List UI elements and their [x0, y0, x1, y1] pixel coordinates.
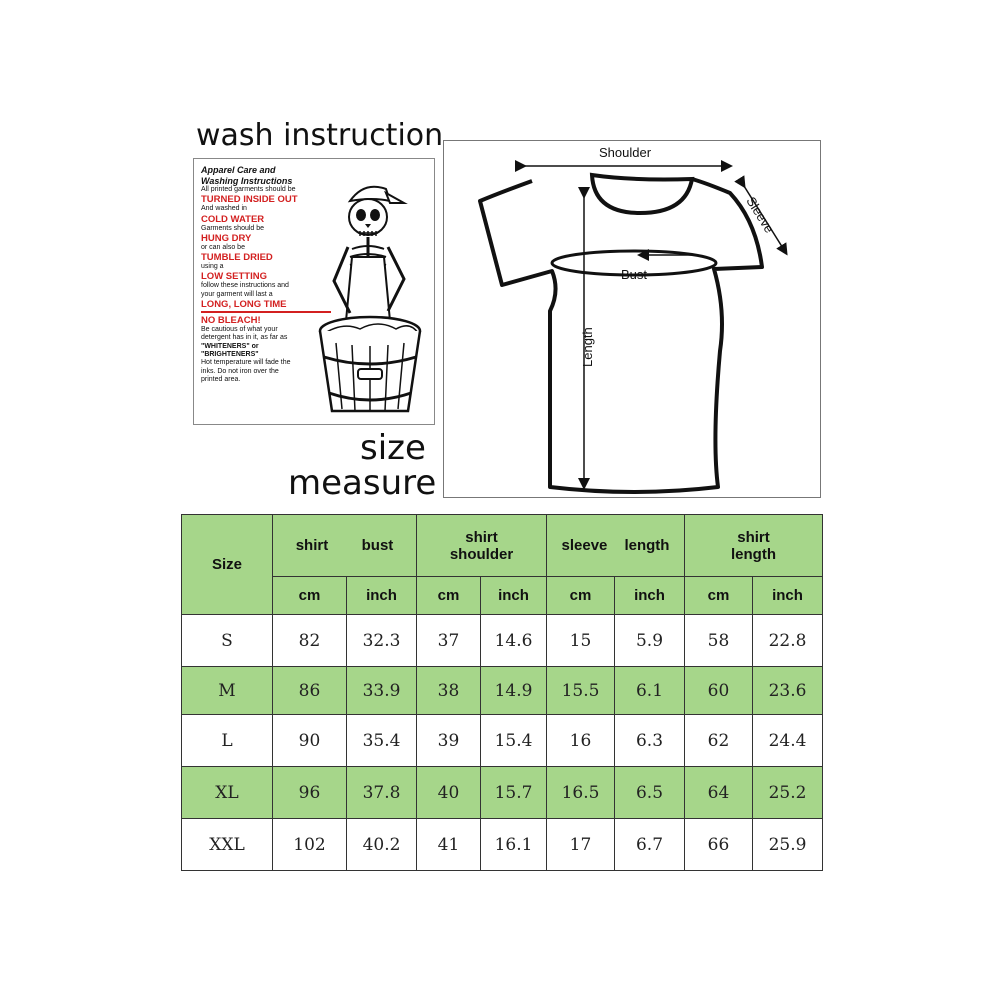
value-cell: 6.1 — [615, 667, 685, 715]
bust-label: Bust — [621, 267, 648, 282]
care-label-line: using a — [201, 263, 224, 271]
size-cell: S — [182, 615, 273, 667]
value-cell: 37.8 — [347, 767, 417, 819]
care-label-line: follow these instructions and — [201, 282, 289, 290]
value-cell: 14.9 — [481, 667, 547, 715]
table-row — [182, 767, 823, 819]
value-cell: 23.6 — [753, 667, 823, 715]
unit-header: inch — [615, 577, 685, 615]
value-cell: 40.2 — [347, 819, 417, 871]
sleeve-group-header-right: length — [624, 537, 670, 554]
length-group-header — [685, 515, 823, 577]
care-label-line: NO BLEACH! — [201, 315, 261, 327]
value-cell: 25.9 — [753, 819, 823, 871]
value-cell: 96 — [273, 767, 347, 819]
wash-instruction-heading: wash instruction — [196, 118, 444, 153]
value-cell: 33.9 — [347, 667, 417, 715]
value-cell: 25.2 — [753, 767, 823, 819]
size-diagram — [443, 140, 821, 498]
length-group-header-line2: length — [731, 545, 776, 563]
size-cell: M — [182, 667, 273, 715]
value-cell: 15.4 — [481, 715, 547, 767]
value-cell: 64 — [685, 767, 753, 819]
size-measure-heading-line1: size — [360, 428, 426, 468]
value-cell: 15.5 — [547, 667, 615, 715]
care-label-line: your garment will last a — [201, 290, 273, 298]
skeleton-washing-illustration — [312, 171, 430, 421]
size-cell: XXL — [182, 819, 273, 871]
size-chart-table — [181, 514, 823, 871]
care-label-line: LONG, LONG TIME — [201, 299, 331, 313]
care-label-line: Garments should be — [201, 224, 265, 232]
value-cell: 66 — [685, 819, 753, 871]
value-cell: 24.4 — [753, 715, 823, 767]
care-label-line: detergent has in it, as far as — [201, 334, 288, 342]
table-row — [182, 667, 823, 715]
value-cell: 16.5 — [547, 767, 615, 819]
shoulder-group-header-line1: shirt — [465, 528, 498, 546]
unit-header: inch — [347, 577, 417, 615]
care-title-line1: Apparel Care and — [201, 165, 276, 175]
shoulder-group-header-line2: shoulder — [449, 545, 514, 563]
value-cell: 86 — [273, 667, 347, 715]
shoulder-group-header — [417, 515, 547, 577]
unit-header: inch — [481, 577, 547, 615]
care-label-line: inks. Do not iron over the — [201, 367, 279, 375]
value-cell: 62 — [685, 715, 753, 767]
unit-header: cm — [547, 577, 615, 615]
value-cell: 37 — [417, 615, 481, 667]
bust-group-header — [273, 515, 417, 577]
table-row — [182, 615, 823, 667]
value-cell: 40 — [417, 767, 481, 819]
care-label-line: or can also be — [201, 243, 245, 251]
value-cell: 58 — [685, 615, 753, 667]
value-cell: 6.3 — [615, 715, 685, 767]
length-group-header-line1: shirt — [737, 528, 770, 546]
care-label-line: TUMBLE DRIED — [201, 252, 273, 264]
value-cell: 15 — [547, 615, 615, 667]
value-cell: 38 — [417, 667, 481, 715]
sleeve-label: Sleeve — [743, 194, 778, 236]
sleeve-group-header — [547, 515, 685, 577]
unit-header: inch — [753, 577, 823, 615]
value-cell: 16.1 — [481, 819, 547, 871]
care-label-image — [193, 158, 435, 425]
size-column-header: Size — [182, 515, 273, 615]
value-cell: 41 — [417, 819, 481, 871]
value-cell: 32.3 — [347, 615, 417, 667]
shoulder-label: Shoulder — [599, 145, 652, 160]
value-cell: 90 — [273, 715, 347, 767]
value-cell: 35.4 — [347, 715, 417, 767]
value-cell: 16 — [547, 715, 615, 767]
value-cell: 39 — [417, 715, 481, 767]
care-label-line: "WHITENERS" or — [201, 342, 259, 350]
table-row — [182, 819, 823, 871]
bust-group-header-left: shirt — [295, 537, 329, 554]
care-title-line2: Washing Instructions — [201, 175, 293, 186]
size-cell: L — [182, 715, 273, 767]
length-label: Length — [580, 327, 595, 367]
size-measure-heading-line2: measure — [288, 463, 437, 503]
value-cell: 15.7 — [481, 767, 547, 819]
value-cell: 6.5 — [615, 767, 685, 819]
sleeve-group-header-left: sleeve — [561, 537, 608, 554]
care-label-line: LOW SETTING — [201, 271, 267, 283]
table-row — [182, 715, 823, 767]
size-cell: XL — [182, 767, 273, 819]
care-label-line: "BRIGHTENERS" — [201, 350, 259, 358]
unit-header: cm — [417, 577, 481, 615]
value-cell: 60 — [685, 667, 753, 715]
value-cell: 14.6 — [481, 615, 547, 667]
bust-group-header-right: bust — [361, 537, 394, 554]
care-label-line: Hot temperature will fade the — [201, 359, 291, 367]
value-cell: 5.9 — [615, 615, 685, 667]
care-label-line: printed area. — [201, 375, 241, 383]
tshirt-outline — [444, 141, 820, 497]
unit-header: cm — [273, 577, 347, 615]
care-label-line: All printed garments should be — [201, 186, 296, 193]
value-cell: 17 — [547, 819, 615, 871]
value-cell: 6.7 — [615, 819, 685, 871]
care-label-line: HUNG DRY — [201, 232, 252, 244]
value-cell: 22.8 — [753, 615, 823, 667]
care-label-line: And washed in — [201, 205, 247, 213]
care-label-line: Be cautious of what your — [201, 326, 278, 334]
care-label-line: TURNED INSIDE OUT — [201, 194, 298, 206]
value-cell: 102 — [273, 819, 347, 871]
unit-header: cm — [685, 577, 753, 615]
value-cell: 82 — [273, 615, 347, 667]
care-label-line: COLD WATER — [201, 213, 265, 225]
